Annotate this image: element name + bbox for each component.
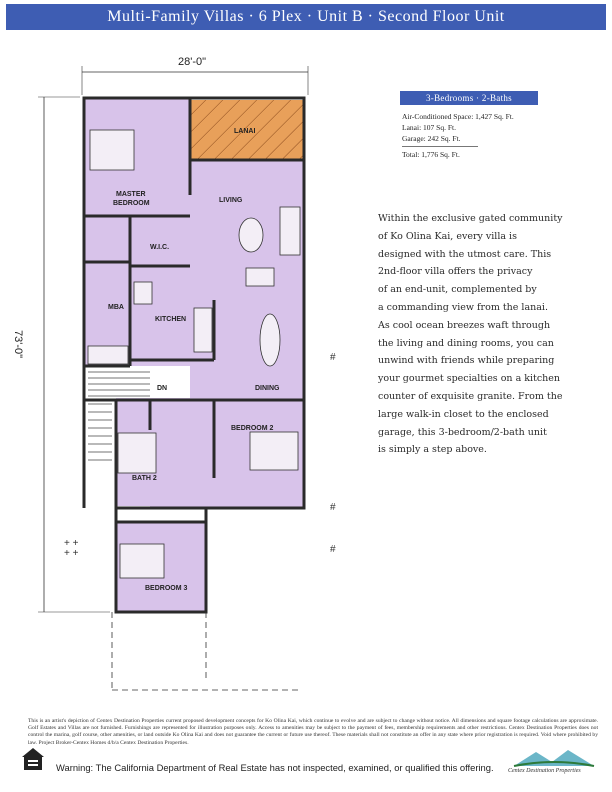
coffee-table	[239, 218, 263, 252]
warning-text: Warning: The California Department of Real Estate has not inspected, examined, or qualified this offering.	[56, 762, 494, 773]
svg-text:#: #	[330, 352, 336, 363]
dining-table	[260, 314, 280, 366]
description: Within the exclusive gated community of Ko Olina Kai, every villa is designed with the utmost care. This 2nd-floor villa offers the privacy of an end-unit, complemented by a commanding view from the lanai. As cool ocean breezes waft through the living and dining rooms, you can unwind with friends while preparing your gourmet specialties on a kitchen counter of exquisite granite. From the large walk-in closet to the enclosed garage, this 3-bedroom/2-bath unit is simply a step above.	[378, 213, 563, 456]
room-label-wic: W.I.C.	[150, 244, 170, 251]
room-label-living: LIVING	[219, 197, 243, 204]
kitchen-range	[134, 282, 152, 304]
tub-bath2	[118, 433, 156, 473]
stat-garage: Garage: 242 Sq. Ft.	[402, 134, 461, 143]
room-label-mba: MBA	[108, 304, 124, 311]
stat-ac: Air-Conditioned Space: 1,427 Sq. Ft.	[402, 112, 514, 121]
stat-total: Total: 1,776 Sq. Ft.	[402, 150, 460, 159]
armchair	[246, 268, 274, 286]
master-bed	[90, 130, 134, 170]
svg-text:#: #	[330, 544, 336, 555]
bedroom3-bed	[120, 544, 164, 578]
length-dimension: 73'-0"	[12, 330, 24, 359]
bedroom2-bed	[250, 432, 298, 470]
svg-text:#: #	[330, 502, 336, 513]
disclaimer: This is an artist's depiction of Centex Destination Properties current proposed development concepts for Ko Olina Kai, which continue to evolve and are subject to change without notice. All dimensions and square footage calculations are approximate. Golf Estates and Villas are not furnished. Furnishings are represented for illustration purposes only. Access to amenities may be subject to the payment of fees, membership requirements and other restrictions. Centex Destination Properties does not control the marina, golf course, other amenities, or land outside Ko Olina Kai and does not guarantee the current or future use thereof. These materials shall not constitute an offer in any state where prior registration is required. Void where prohibited by law. Project Broker-Centex Homes d/b/a Centex Destination Properties.	[28, 718, 598, 746]
room-label-dn: DN	[157, 385, 168, 392]
page-title: Multi-Family Villas · 6 Plex · Unit B · Second Floor Unit	[6, 4, 606, 30]
equal-housing-icon	[20, 746, 46, 772]
room-label-bedroom2: BEDROOM 2	[231, 425, 274, 432]
room-label-bath2: BATH 2	[132, 475, 157, 482]
area-stats	[402, 111, 514, 160]
room-label-kitchen: KITCHEN	[155, 316, 187, 323]
room-label-master-1: MASTER	[116, 191, 146, 198]
logo-text: Centex Destination Properties	[508, 768, 581, 774]
room-label-dining: DINING	[255, 385, 280, 392]
master-tub	[88, 346, 128, 364]
svg-text:+ +: + +	[64, 548, 79, 559]
centex-logo-icon	[508, 746, 600, 782]
kitchen-counter	[194, 308, 212, 352]
room-label-master-2: BEDROOM	[113, 200, 150, 207]
svg-text:+ +: + +	[64, 538, 79, 549]
width-dimension: 28'-0"	[178, 56, 207, 68]
room-label-bedroom3: BEDROOM 3	[145, 585, 188, 592]
stat-lanai: Lanai: 107 Sq. Ft.	[402, 123, 456, 132]
room-label-lanai: LANAI	[234, 128, 256, 135]
rooms-summary: 3-Bedrooms · 2-Baths	[400, 91, 538, 105]
sofa	[280, 207, 300, 255]
